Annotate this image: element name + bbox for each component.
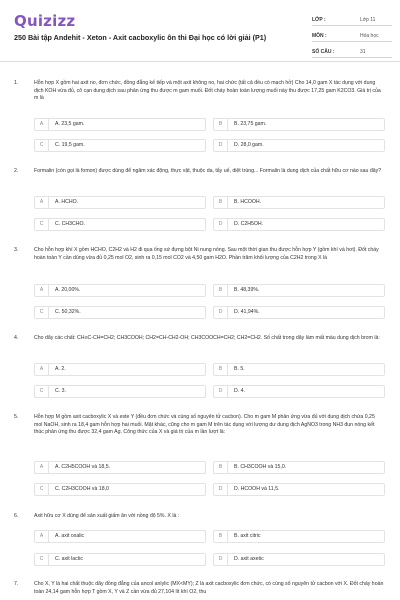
option-letter: D	[214, 219, 228, 230]
option-letter: B	[214, 364, 228, 375]
option-letter: B	[214, 119, 228, 130]
option-letter: C	[35, 140, 49, 151]
question-text: Axit hữu cơ X dùng để sản xuất giấm ăn với nồng độ 5%. X là :	[34, 513, 180, 519]
option-letter: A	[35, 197, 49, 208]
question-number: 6.	[14, 513, 19, 519]
option-letter: A	[35, 462, 49, 473]
option-letter: B	[214, 197, 228, 208]
option-text: A. 2.	[55, 366, 66, 372]
option-letter: A	[35, 531, 49, 542]
option-a[interactable]	[34, 118, 206, 131]
option-text: D. 4.	[234, 388, 245, 394]
option-b[interactable]	[213, 530, 385, 543]
question-number: 2.	[14, 168, 19, 174]
option-text: C. C2H3COOH và 18,0	[55, 486, 109, 492]
option-text: A. 20,00%.	[55, 287, 81, 293]
option-a[interactable]	[34, 363, 206, 376]
option-text: B. 23,75 gam.	[234, 121, 267, 127]
option-text: A. 23,5 gam.	[55, 121, 85, 127]
option-letter: D	[214, 140, 228, 151]
option-text: D. 28,0 gam.	[234, 142, 264, 148]
question-text: Formalin (còn gọi là fomon) được dùng để ngâm xác động, thực vật, thuộc da, tẩy uế, diệt trùng... Formalin là dung dịch của chất hữu cơ nào sau đây?	[34, 168, 382, 174]
option-letter: C	[35, 554, 49, 565]
option-text: A. HCHO.	[55, 199, 79, 205]
option-c[interactable]	[34, 139, 206, 152]
quizizz-logo: Quizizz	[14, 12, 76, 30]
option-text: D. axit axetic	[234, 556, 264, 562]
option-text: B. 5.	[234, 366, 245, 372]
question-text: Cho hỗn hợp khí X gồm HCHO, C2H2 và H2 đi qua ống sứ đựng bột Ni nung nóng. Sau một thời gian thu được hỗn hợp Y (gồm khí và hơi). Đốt cháy hoàn toàn Y cần dùng vừa đủ 0,25 mol O2, sinh ra 0,15 mol CO2 và 4,50 gam H2O. Phần trăm khối lượng của C2H2 trong X là	[34, 247, 379, 261]
option-letter: C	[35, 386, 49, 397]
option-d[interactable]	[213, 483, 385, 496]
meta-row-grade	[312, 14, 392, 26]
question-text: Cho X, Y là hai chất thuộc dãy đồng đẳng của ancol anlylic (MX<MY); Z là axit cacboxylic đơn chức, có cùng số nguyên tử cacbon với X. Đốt cháy hoàn toàn 24,14 gam hỗn hợp T gồm X, Y và Z cần vừa đủ 27,104 lít khí O2, thu	[34, 581, 384, 595]
meta-label: MÔN :	[312, 33, 327, 39]
option-text: C. 3.	[55, 388, 66, 394]
option-d[interactable]	[213, 139, 385, 152]
option-b[interactable]	[213, 118, 385, 131]
option-letter: B	[214, 285, 228, 296]
option-letter: B	[214, 531, 228, 542]
option-letter: A	[35, 119, 49, 130]
option-text: B. CH3COOH và 15,0.	[234, 464, 287, 470]
option-c[interactable]	[34, 553, 206, 566]
option-text: C. 19,5 gam.	[55, 142, 85, 148]
question-number: 3.	[14, 247, 19, 253]
option-a[interactable]	[34, 196, 206, 209]
meta-label: LỚP :	[312, 17, 326, 23]
option-letter: C	[35, 307, 49, 318]
option-c[interactable]	[34, 218, 206, 231]
question-text: Cho dãy các chất: CH≡C-CH=CH2; CH3COOH; CH2=CH-CH2-OH; CH3COOCH=CH2; CH2=CH2. Số chất trong dãy làm mất màu dung dịch brom là:	[34, 335, 380, 341]
option-text: D. C2H5OH.	[234, 221, 264, 227]
option-c[interactable]	[34, 483, 206, 496]
meta-label: SỐ CÂU :	[312, 49, 335, 55]
meta-value: Hóa học	[360, 33, 379, 39]
meta-value: 31	[360, 49, 366, 55]
option-text: B. axit citric	[234, 533, 261, 539]
option-d[interactable]	[213, 385, 385, 398]
option-text: D. 41,94%.	[234, 309, 260, 315]
option-text: D. HCOOH và 11,5.	[234, 486, 280, 492]
document-title: 250 Bài tập Andehit - Xeton - Axit cacboxylic ôn thi Đại học có lời giải (P1)	[14, 33, 267, 42]
option-text: C. axit lactic	[55, 556, 83, 562]
option-c[interactable]	[34, 306, 206, 319]
question-number: 5.	[14, 414, 19, 420]
option-text: B. 48,39%.	[234, 287, 260, 293]
option-letter: D	[214, 484, 228, 495]
option-b[interactable]	[213, 284, 385, 297]
option-letter: D	[214, 386, 228, 397]
option-d[interactable]	[213, 306, 385, 319]
option-letter: D	[214, 554, 228, 565]
option-text: B. HCOOH.	[234, 199, 262, 205]
option-text: A. C2H5COOH và 18,5.	[55, 464, 111, 470]
option-d[interactable]	[213, 553, 385, 566]
option-b[interactable]	[213, 196, 385, 209]
option-a[interactable]	[34, 284, 206, 297]
option-c[interactable]	[34, 385, 206, 398]
option-letter: A	[35, 285, 49, 296]
option-text: A. axit oxalic	[55, 533, 85, 539]
option-letter: A	[35, 364, 49, 375]
option-text: C. CH3CHO.	[55, 221, 85, 227]
option-a[interactable]	[34, 461, 206, 474]
question-text: Hỗn hợp X gồm hai axit no, đơn chức, đồng đẳng kế tiếp và một axit không no, hai chức (tất cả đều có mạch hở) Cho 14,0 gam X tác dụng với dung dịch KOH vừa đủ, cô cạn dung dịch sau phản ứng thu được m gam muối. Đốt cháy hoàn toàn lượng muối này thu được 17,25 gam K2CO3. Giá trị của m là	[34, 80, 381, 102]
option-b[interactable]	[213, 363, 385, 376]
option-letter: C	[35, 484, 49, 495]
meta-value: Lớp 11	[360, 17, 376, 23]
option-letter: C	[35, 219, 49, 230]
option-text: C. 50,32%.	[55, 309, 81, 315]
meta-row-question-count	[312, 46, 392, 58]
question-text: Hỗn hợp M gồm axit cacboxylic X và este Y (đều đơn chức và cùng số nguyên tử cacbon). Cho m gam M phản ứng vừa đủ với dung dịch chứa 0,25 mol NaOH, sinh ra 18,4 gam hỗn hợp hai muối. Mặt khác, cũng cho m gam M trên tác dụng với lượng dư dung dịch AgNO3 trong NH3 đun nóng kết thúc phản ứng thu được 32,4 gam Ag. Công thức của X và giá trị của m lần lượt là:	[34, 414, 375, 436]
option-d[interactable]	[213, 218, 385, 231]
option-letter: D	[214, 307, 228, 318]
question-number: 1.	[14, 80, 19, 86]
question-number: 7.	[14, 581, 19, 587]
question-number: 4.	[14, 335, 19, 341]
option-b[interactable]	[213, 461, 385, 474]
meta-row-subject	[312, 30, 392, 42]
option-letter: B	[214, 462, 228, 473]
document-header	[0, 0, 400, 62]
option-a[interactable]	[34, 530, 206, 543]
